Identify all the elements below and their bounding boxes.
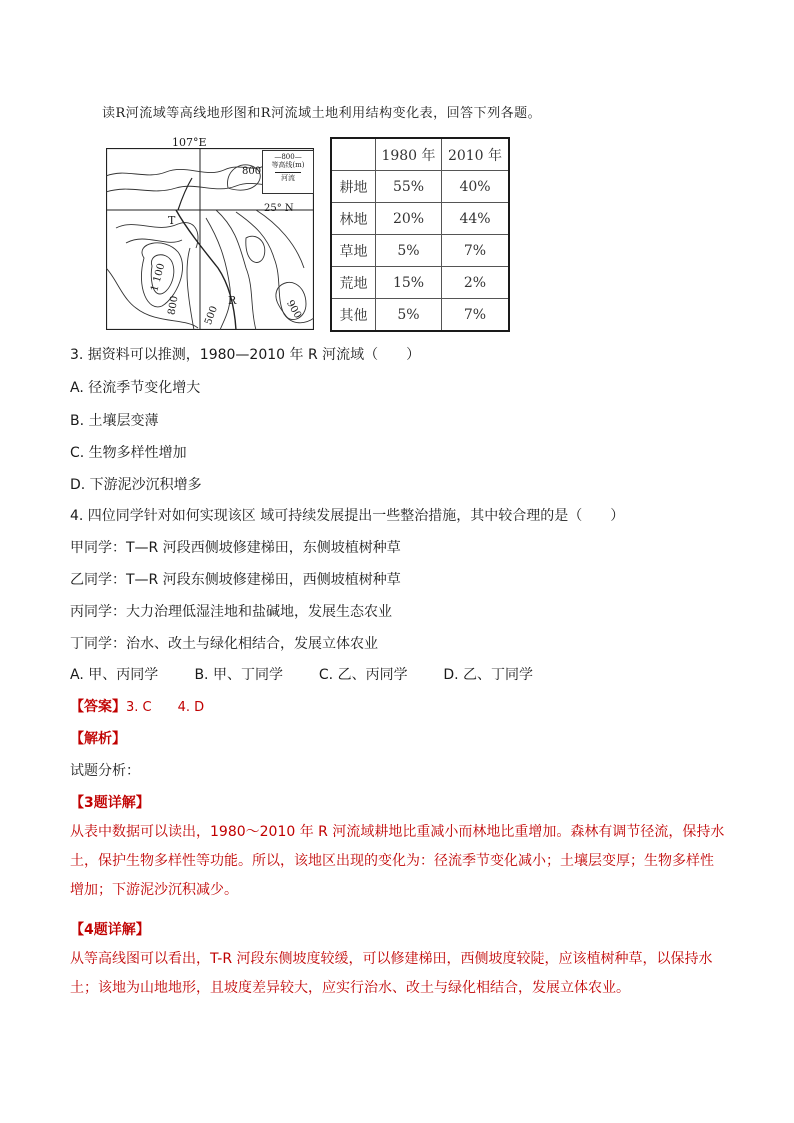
analysis-intro: 试题分析： bbox=[70, 763, 140, 779]
table-cell: 5% bbox=[376, 299, 442, 332]
table-cell: 草地 bbox=[331, 235, 376, 267]
q4-statement-jia: 甲同学：T—R 河段西侧坡修建梯田，东侧坡植树种草 bbox=[70, 540, 401, 556]
q4-option-b: B. 甲、丁同学 bbox=[194, 667, 283, 683]
table-row bbox=[331, 235, 509, 267]
point-r-label: R bbox=[228, 294, 237, 307]
contour-label-1100: 1 100 bbox=[149, 262, 168, 293]
table-cell: 7% bbox=[442, 235, 510, 267]
legend-contour-sample: —800— bbox=[274, 153, 302, 161]
point-t-label: T bbox=[168, 214, 176, 227]
answer-line bbox=[70, 696, 204, 716]
answer-label: 【答案】 bbox=[70, 699, 126, 715]
intro-text: 读R河流域等高线地形图和R河流域土地利用结构变化表，回答下列各题。 bbox=[102, 106, 542, 121]
table-cell: 林地 bbox=[331, 203, 376, 235]
q3-option-c: C. 生物多样性增加 bbox=[70, 445, 187, 461]
table-cell: 40% bbox=[442, 171, 510, 203]
contour-label-800-top: 800 bbox=[242, 166, 262, 177]
table-header-row bbox=[331, 138, 509, 171]
table-cell: 15% bbox=[376, 267, 442, 299]
answer-q3: 3. C bbox=[126, 700, 152, 715]
table-cell: 7% bbox=[442, 299, 510, 332]
q4-option-a: A. 甲、丙同学 bbox=[70, 667, 159, 683]
detail4-label: 【4题详解】 bbox=[70, 922, 150, 938]
table-header-2010: 2010 年 bbox=[442, 138, 510, 171]
detail4-text: 从等高线图可以看出，T-R 河段东侧坡度较缓，可以修建梯田，西侧坡度较陡，应该植树种草，以保持水土；该地为山地地形，且坡度差异较大，应实行治水、改土与绿化相结合，发展立体农业。 bbox=[70, 951, 713, 996]
q3-stem: 3. 据资料可以推测，1980—2010 年 R 河流域（ ） bbox=[70, 347, 421, 363]
q3-option-b: B. 土壤层变薄 bbox=[70, 413, 159, 429]
table-cell: 其他 bbox=[331, 299, 376, 332]
contour-label-800-bottom: 800 bbox=[166, 295, 181, 316]
table-row bbox=[331, 203, 509, 235]
table-cell: 44% bbox=[442, 203, 510, 235]
legend-river-label: 河流 bbox=[281, 174, 295, 182]
table-row bbox=[331, 267, 509, 299]
q4-stem: 4. 四位同学针对如何实现该区 域可持续发展提出一些整治措施，其中较合理的是（ ） bbox=[70, 508, 625, 524]
contour-label-500: 500 bbox=[203, 304, 220, 327]
q4-statement-ding: 丁同学：治水、改土与绿化相结合，发展立体农业 bbox=[70, 636, 378, 652]
longitude-label: 107°E bbox=[172, 136, 207, 149]
q3-option-d: D. 下游泥沙沉积增多 bbox=[70, 477, 202, 493]
contour-label-900: 900 bbox=[284, 298, 304, 321]
q4-option-c: C. 乙、丙同学 bbox=[318, 667, 408, 683]
map-legend bbox=[262, 150, 314, 194]
q3-option-a: A. 径流季节变化增大 bbox=[70, 380, 201, 396]
q4-option-d: D. 乙、丁同学 bbox=[443, 667, 534, 683]
table-cell: 2% bbox=[442, 267, 510, 299]
table-cell: 耕地 bbox=[331, 171, 376, 203]
latitude-label: 25° N bbox=[264, 203, 294, 214]
table-row bbox=[331, 171, 509, 203]
table-row bbox=[331, 299, 509, 332]
table-cell: 荒地 bbox=[331, 267, 376, 299]
legend-sample-value: 800 bbox=[281, 153, 295, 161]
analysis-label: 【解析】 bbox=[70, 731, 126, 747]
table-cell: 55% bbox=[376, 171, 442, 203]
detail3-text: 从表中数据可以读出，1980～2010 年 R 河流域耕地比重减小而林地比重增加。森林有调节径流，保持水土，保护生物多样性等功能。所以，该地区出现的变化为：径流季节变化减小；土壤层变厚；生物多样性增加；下游泥沙沉积减少。 bbox=[70, 824, 725, 898]
table-cell: 5% bbox=[376, 235, 442, 267]
answer-q4: 4. D bbox=[177, 700, 205, 715]
q4-statement-yi: 乙同学：T—R 河段东侧坡修建梯田，西侧坡植树种草 bbox=[70, 572, 401, 588]
table-cell: 20% bbox=[376, 203, 442, 235]
legend-contour-label: 等高线(m) bbox=[271, 161, 305, 169]
q4-statement-bing: 丙同学：大力治理低湿洼地和盐碱地，发展生态农业 bbox=[70, 604, 392, 620]
table-header-1980: 1980 年 bbox=[376, 138, 442, 171]
land-use-table bbox=[330, 137, 510, 332]
table-header-blank bbox=[331, 138, 376, 171]
q4-options bbox=[70, 664, 533, 684]
detail3-label: 【3题详解】 bbox=[70, 795, 150, 811]
